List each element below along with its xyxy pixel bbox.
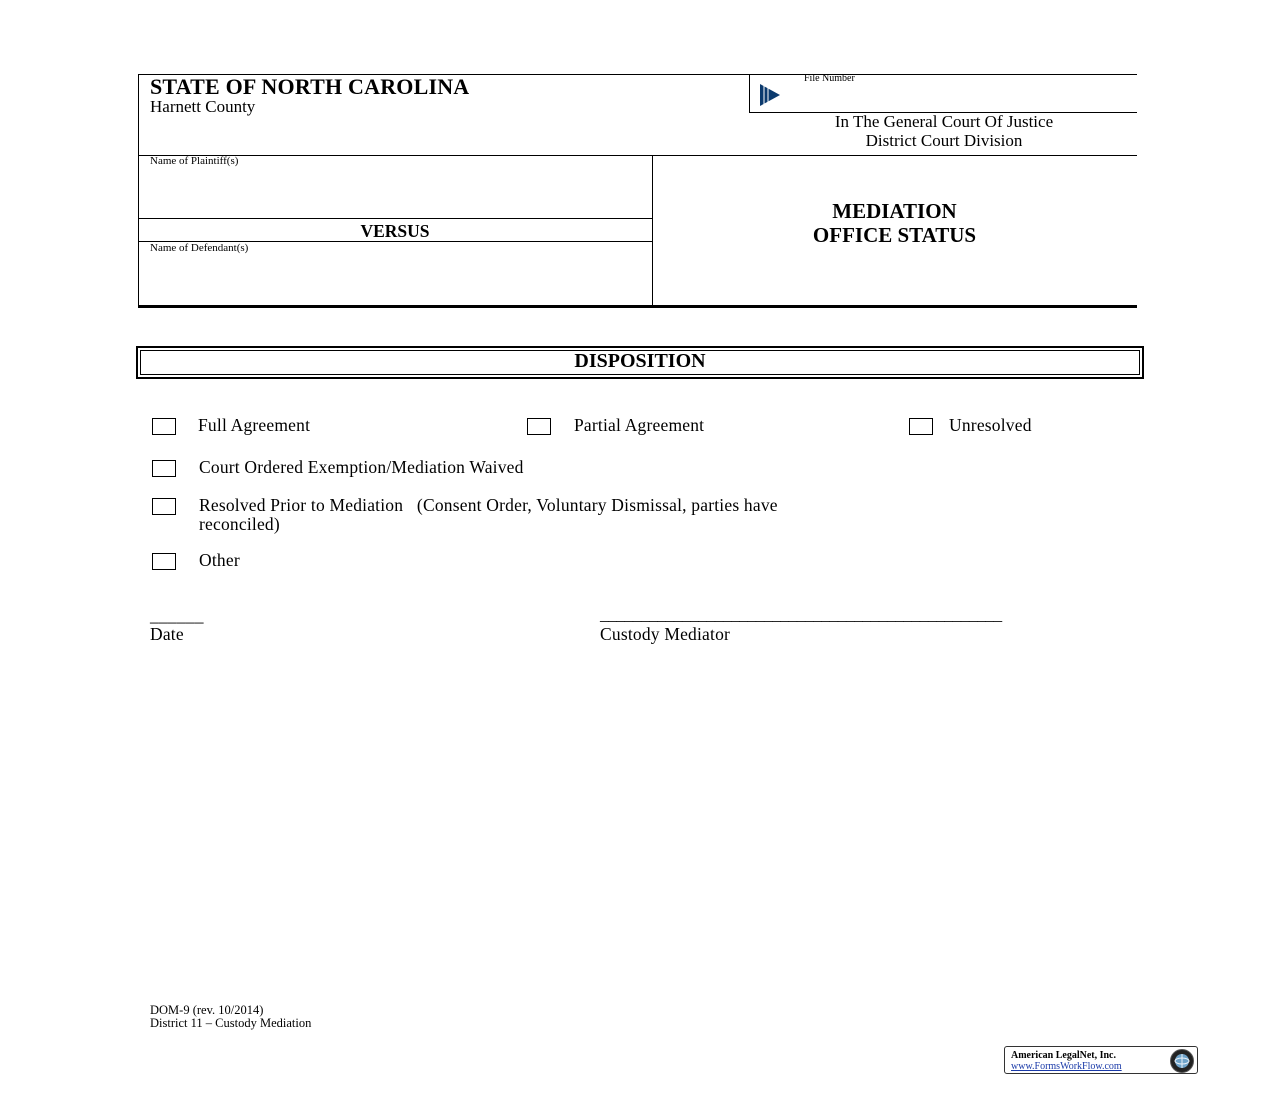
plaintiff-label: Name of Plaintiff(s)	[150, 155, 239, 167]
arrow-right-icon	[758, 83, 782, 107]
file-number-left-border	[749, 74, 750, 113]
publisher-name: American LegalNet, Inc.	[1011, 1050, 1116, 1061]
versus-top-rule	[138, 218, 652, 219]
publisher-link[interactable]: www.FormsWorkFlow.com	[1011, 1061, 1122, 1072]
file-number-field[interactable]	[790, 86, 1130, 108]
other-label: Other	[199, 550, 240, 570]
resolved-prior-checkbox[interactable]	[152, 498, 176, 515]
globe-icon	[1169, 1048, 1195, 1074]
disposition-heading: DISPOSITION	[574, 350, 706, 372]
header-bottom-rule	[138, 305, 1137, 308]
resolved-prior-label-line-2: reconciled)	[199, 514, 280, 534]
partial-agreement-label: Partial Agreement	[574, 415, 705, 435]
unresolved-checkbox[interactable]	[909, 418, 933, 435]
unresolved-label: Unresolved	[949, 415, 1032, 435]
form-id: DOM-9 (rev. 10/2014)	[150, 1003, 264, 1017]
mediator-label: Custody Mediator	[600, 624, 731, 644]
resolved-prior-label-line-1: Resolved Prior to Mediation (Consent Order, Voluntary Dismissal, parties have	[199, 495, 778, 515]
court-line-1: In The General Court Of Justice	[834, 112, 1054, 131]
publisher-logo	[1004, 1046, 1198, 1074]
mediator-signature-line[interactable]: _________________________________________________	[600, 605, 1002, 624]
district-label: District 11 – Custody Mediation	[150, 1016, 312, 1030]
state-title: STATE OF NORTH CAROLINA	[150, 74, 470, 99]
versus-label: VERSUS	[360, 221, 430, 241]
plaintiff-field[interactable]	[150, 172, 645, 212]
file-number-label: File Number	[804, 73, 855, 84]
full-agreement-checkbox[interactable]	[152, 418, 176, 435]
date-signature-line[interactable]: ______	[150, 605, 204, 625]
court-ordered-checkbox[interactable]	[152, 460, 176, 477]
defendant-label: Name of Defendant(s)	[150, 242, 249, 254]
parties-top-rule	[138, 155, 1137, 156]
other-checkbox[interactable]	[152, 553, 176, 570]
form-title-line-2: OFFICE STATUS	[812, 223, 977, 247]
full-agreement-label: Full Agreement	[198, 415, 311, 435]
court-ordered-label: Court Ordered Exemption/Mediation Waived	[199, 457, 524, 477]
date-label: Date	[150, 624, 184, 644]
court-line-2: District Court Division	[865, 131, 1023, 150]
defendant-field[interactable]	[150, 259, 645, 299]
partial-agreement-checkbox[interactable]	[527, 418, 551, 435]
disposition-heading-box	[136, 346, 1144, 379]
county-name: Harnett County	[150, 97, 256, 116]
header-left-border	[138, 74, 139, 306]
form-title-line-1: MEDIATION	[832, 199, 957, 223]
